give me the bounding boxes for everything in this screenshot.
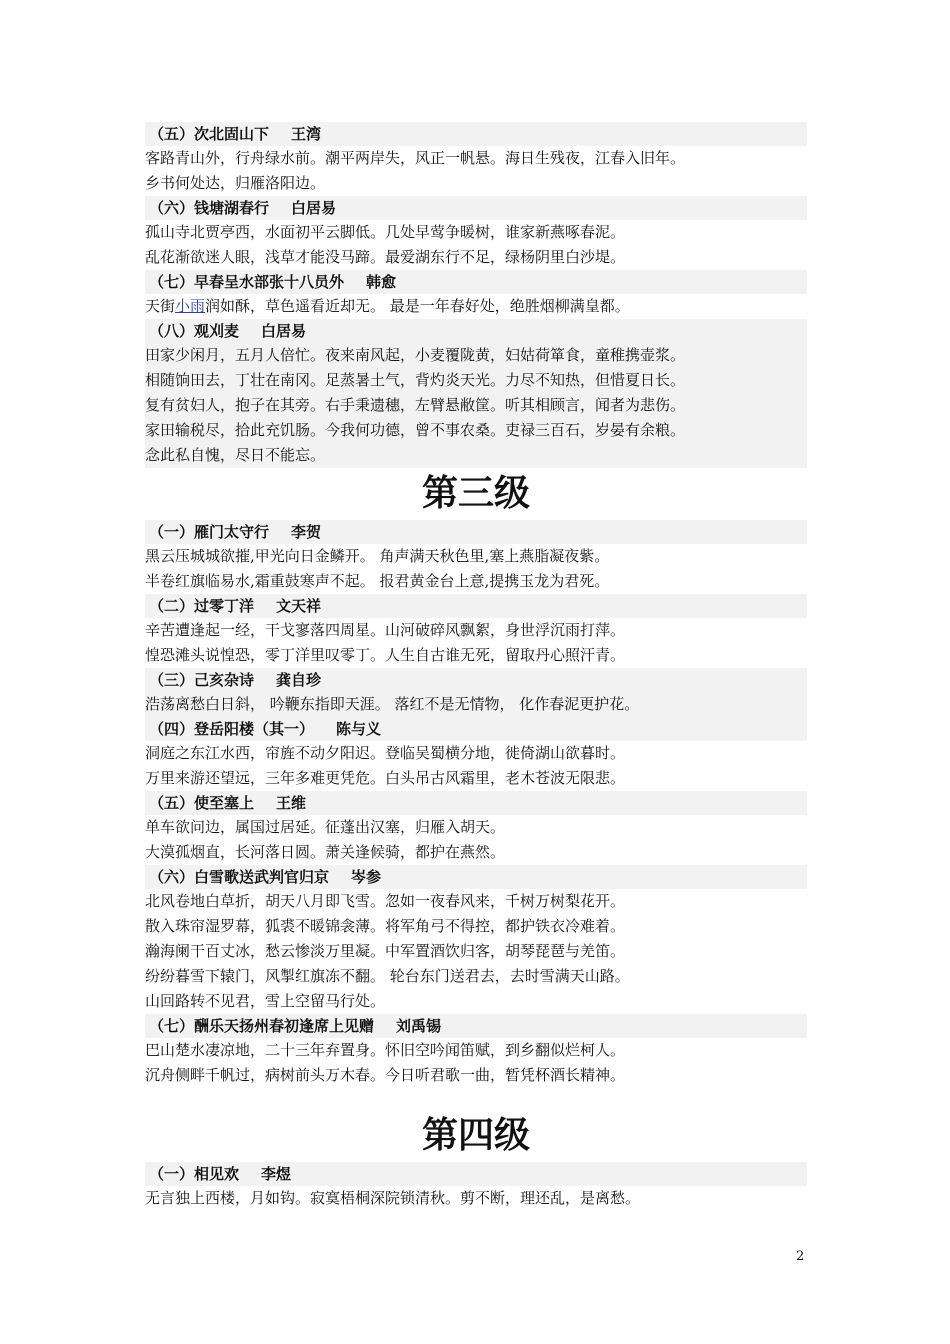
poem-line: 念此私自愧，尽日不能忘。 [145,443,807,468]
poem-author: 文天祥 [276,597,322,615]
level-3-heading: 第三级 [421,473,530,514]
poem-line: 瀚海阑干百丈冰，愁云惨淡万里凝。中军置酒饮归客，胡琴琵琶与羌笛。 [145,942,626,960]
poem-title-row [145,196,807,220]
poem-title: （六）钱塘湖春行 [149,199,270,217]
poem-author: 龚自珍 [276,671,322,689]
poem-line: 复有贫妇人，抱子在其旁。右手秉遗穗，左臂悬敝筐。听其相顾言，闻者为悲伤。 [145,393,807,418]
poem-line: 乡书何处达，归雁洛阳边。 [145,174,326,192]
poem-title: （五）次北固山下 [149,125,270,143]
poem-author: 白居易 [261,322,307,340]
level-4-heading: 第四级 [421,1115,530,1156]
poem-title-row [145,1162,807,1186]
poem-title: （七）早春呈水部张十八员外 [149,273,345,291]
poem-title-row [145,717,807,741]
xiaoyu-link[interactable]: 小雨 [175,297,206,315]
poem-line: 辛苦遭逢起一经，干戈寥落四周星。山河破碎风飘絮，身世浮沉雨打萍。 [145,621,626,639]
poem-line: 黑云压城城欲摧,甲光向日金鳞开。 角声满天秋色里,塞上燕脂凝夜紫。 [145,547,610,565]
poem-line: 孤山寺北贾亭西，水面初平云脚低。几处早莺争暖树，谁家新燕啄春泥。 [145,223,626,241]
poem-title: （一）雁门太守行 [149,523,270,541]
poem-author: 刘禹锡 [396,1017,442,1035]
poem-line-rest: 润如酥，草色遥看近却无。 最是一年春好处，绝胜烟柳满皇都。 [205,297,630,315]
poem-line: 半卷红旗临易水,霜重鼓寒声不起。 报君黄金台上意,提携玉龙为君死。 [145,572,610,590]
poem-line: 客路青山外，行舟绿水前。潮平两岸失，风正一帆悬。海日生残夜，江春入旧年。 [145,149,686,167]
poem-title: （一）相见欢 [149,1165,240,1183]
poem-line: 惶恐滩头说惶恐，零丁洋里叹零丁。人生自古谁无死，留取丹心照汗青。 [145,646,626,664]
poem-line: 浩荡离愁白日斜， 吟鞭东指即天涯。 落红不是无情物， 化作春泥更护花。 [145,692,807,717]
poem-title-row [145,122,807,146]
poem-author: 白居易 [291,199,337,217]
poem-title-row [145,865,807,889]
poem-author: 王维 [276,794,307,812]
poem-title: （七）酬乐天扬州春初逢席上见赠 [149,1017,375,1035]
poem-line: 洞庭之东江水西，帘旌不动夕阳迟。登临吴蜀横分地，徙倚湖山欲暮时。 [145,744,626,762]
poem-line: 乱花渐欲迷人眼，浅草才能没马蹄。最爱湖东行不足，绿杨阴里白沙堤。 [145,248,626,266]
poem-title-row [145,1014,807,1038]
poem-title-row [145,594,807,618]
poem-title: （四）登岳阳楼（其一） [149,720,315,738]
poem-title: （八）观刈麦 [149,322,240,340]
poem-author: 韩愈 [366,273,397,291]
section-spacer [145,1088,807,1110]
poem-line: 纷纷暮雪下辕门，风掣红旗冻不翻。 轮台东门送君去，去时雪满天山路。 [145,967,630,985]
poem-line: 无言独上西楼，月如钩。寂寞梧桐深院锁清秋。剪不断，理还乱，是离愁。 [145,1189,641,1207]
poem-title: （五）使至塞上 [149,794,255,812]
poem-line [145,294,807,319]
poem-title-row [145,791,807,815]
poem-line: 大漠孤烟直，长河落日圆。萧关逢候骑，都护在燕然。 [145,843,506,861]
poem-line: 家田输税尽，拾此充饥肠。今我何功德，曾不事农桑。吏禄三百石，岁晏有余粮。 [145,418,807,443]
poem-line: 山回路转不见君，雪上空留马行处。 [145,992,386,1010]
page-content [145,122,807,1211]
poem-title: （二）过零丁洋 [149,597,255,615]
poem-author: 陈与义 [336,720,382,738]
poem-author: 岑参 [351,868,382,886]
poem-author: 李贺 [291,523,322,541]
poem-title: （三）己亥杂诗 [149,671,255,689]
poem-line: 沉舟侧畔千帆过，病树前头万木春。今日听君歌一曲，暂凭杯酒长精神。 [145,1066,626,1084]
poem-line: 散入珠帘湿罗幕，狐裘不暖锦衾薄。将军角弓不得控，都护铁衣冷难着。 [145,917,626,935]
poem-title-row [145,668,807,692]
poem-line: 相随饷田去，丁壮在南冈。足蒸暑土气，背灼炎天光。力尽不知热，但惜夏日长。 [145,368,807,393]
poem-line: 北风卷地白草折，胡天八月即飞雪。忽如一夜春风来，千树万树梨花开。 [145,892,626,910]
poem-line: 巴山楚水凄凉地，二十三年弃置身。怀旧空吟闻笛赋，到乡翻似烂柯人。 [145,1041,626,1059]
poem-title-row [145,520,807,544]
poem-author: 李煜 [261,1165,292,1183]
poem-title-row [145,319,807,343]
poem-title-row [145,270,807,294]
poem-line: 田家少闲月，五月人倍忙。夜来南风起，小麦覆陇黄，妇姑荷箪食，童稚携壶浆。 [145,343,807,368]
poem-line: 单车欲问边，属国过居延。征蓬出汉塞，归雁入胡天。 [145,818,506,836]
poem-line-start: 天街 [145,297,176,315]
page-number: 2 [796,1249,805,1264]
poem-author: 王湾 [291,125,322,143]
poem-line: 万里来游还望远，三年多难更凭危。白头吊古风霜里，老木苍波无限悲。 [145,769,626,787]
poem-title: （六）白雪歌送武判官归京 [149,868,330,886]
